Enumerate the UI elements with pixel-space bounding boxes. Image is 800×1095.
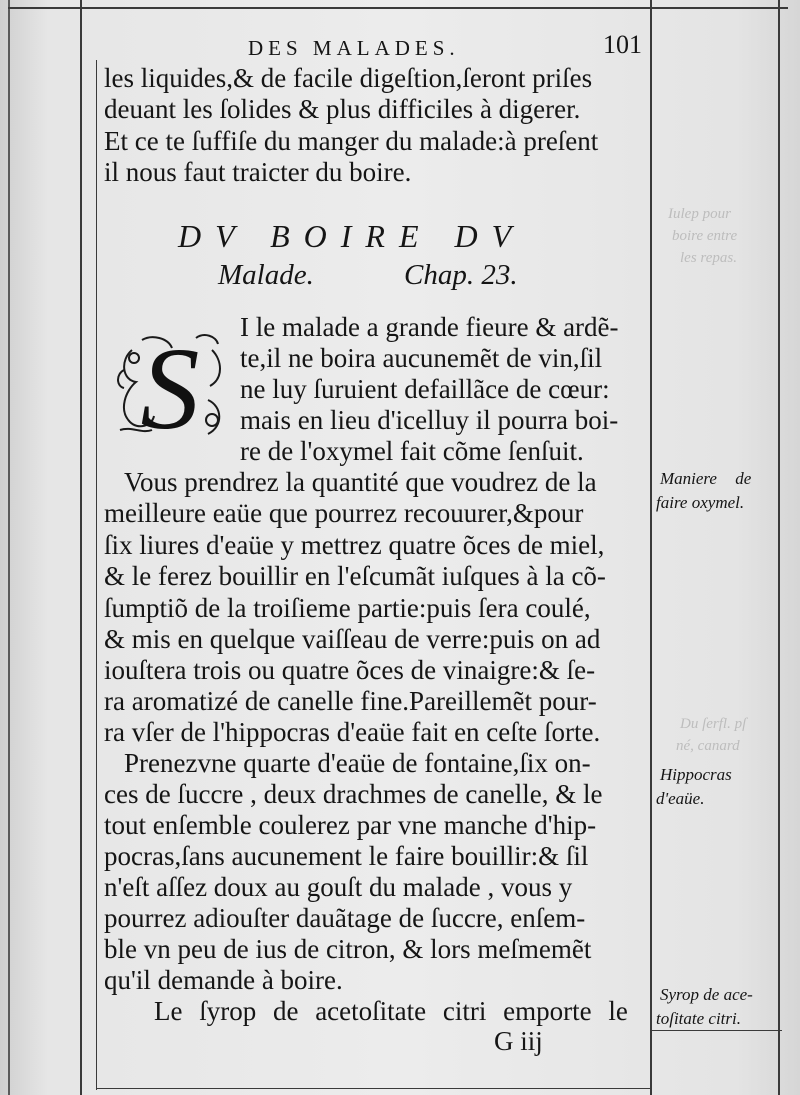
frame-left-rule: [80, 0, 82, 1095]
body-line: pourrez adiouſter dauãtage de ſuccre, enſem-: [104, 903, 586, 933]
body-line: & mis en quelque vaiſſeau de verre:puis on ad: [104, 624, 601, 654]
margin-note: Hippocras: [660, 765, 732, 784]
chapter-title-malade: Malade.: [218, 259, 314, 291]
margin-note: toſitate citri.: [656, 1009, 741, 1028]
drop-cap-letter: S: [140, 330, 200, 442]
chapter-title: DV BOIRE DV: [178, 218, 526, 254]
frame-right-rule: [650, 0, 652, 1095]
signature-mark: G iij: [494, 1026, 543, 1056]
frame-top-rule: [8, 7, 788, 9]
bleed-through-text: boire entre: [672, 228, 738, 244]
body-line: Prenezvne quarte d'eaüe de fontaine,ſix on-: [124, 748, 591, 778]
body-line: iouſtera trois ou quatre õces de vinaigre:& ſe-: [104, 655, 596, 685]
margin-note: Syrop de ace-: [660, 985, 753, 1004]
body-line: meilleure eaüe que pourrez recouurer,&pour: [104, 498, 584, 528]
body-line: I le malade a grande fieure & ardẽ-: [240, 312, 619, 342]
body-line: ra vſer de l'hippocras d'eaüe fait en ceſte ſorte.: [104, 717, 601, 747]
page-number: 101: [603, 30, 642, 59]
bleed-through-text: Iulep pour: [668, 206, 731, 222]
frame-bottom-rule: [96, 1088, 652, 1089]
chapter-number: Chap. 23.: [404, 259, 518, 291]
body-line: pocras,ſans aucunement le faire bouillir:& ſil: [104, 841, 589, 871]
page-left-edge: [8, 0, 10, 1095]
body-line: tout enſemble coulerez par vne manche d'hip-: [104, 810, 597, 840]
body-line: ſumptiõ de la troiſieme partie:puis ſera coulé,: [104, 593, 591, 623]
margin-note: d'eaüe.: [656, 789, 705, 808]
margin-bottom-rule: [652, 1030, 782, 1031]
running-title: DES MALADES.: [248, 36, 460, 60]
body-line: ne luy ſuruient defaillãce de cœur:: [240, 374, 610, 404]
ornamental-drop-cap: [112, 330, 234, 442]
body-line: ble vn peu de ius de citron, & lors meſmemẽt: [104, 934, 592, 964]
body-line: ſix liures d'eaüe y mettrez quatre õces de miel,: [104, 530, 605, 560]
bleed-through-text: Du ſerfl. pſ: [680, 716, 747, 732]
body-line: n'eſt aſſez doux au gouſt du malade , vous y: [104, 872, 573, 902]
body-line: Vous prendrez la quantité que voudrez de la: [124, 467, 597, 497]
margin-right-rule: [778, 0, 780, 1095]
body-line: mais en lieu d'icelluy il pourra boi-: [240, 405, 619, 435]
body-line: Et ce te ſuffiſe du manger du malade:à preſent: [104, 126, 599, 156]
bleed-through-text: les repas.: [680, 250, 737, 266]
bleed-through-text: né, canard: [676, 738, 740, 754]
body-line: deuant les ſolides & plus difficiles à digerer.: [104, 94, 581, 124]
body-line: ces de ſuccre , deux drachmes de canelle, & le: [104, 779, 603, 809]
body-line: re de l'oxymel fait cõme ſenſuit.: [240, 436, 584, 466]
margin-note: Maniere de: [660, 469, 752, 488]
frame-inner-left-rule: [96, 60, 97, 1090]
body-line: les liquides,& de facile digeſtion,ſeront priſes: [104, 63, 593, 93]
margin-note: faire oxymel.: [656, 493, 745, 512]
body-line: te,il ne boira aucunemẽt de vin,ſil: [240, 343, 603, 373]
drop-cap-ornament-icon: [112, 330, 234, 442]
body-line: il nous faut traicter du boire.: [104, 157, 412, 187]
body-line: & le ferez bouillir en l'eſcumãt iuſques à la cõ-: [104, 561, 606, 591]
body-line: Le ſyrop de acetoſitate citri emporte le: [154, 996, 628, 1026]
body-line: ra aromatizé de canelle fine.Pareillemẽt pour-: [104, 686, 597, 716]
body-line: qu'il demande à boire.: [104, 965, 343, 995]
